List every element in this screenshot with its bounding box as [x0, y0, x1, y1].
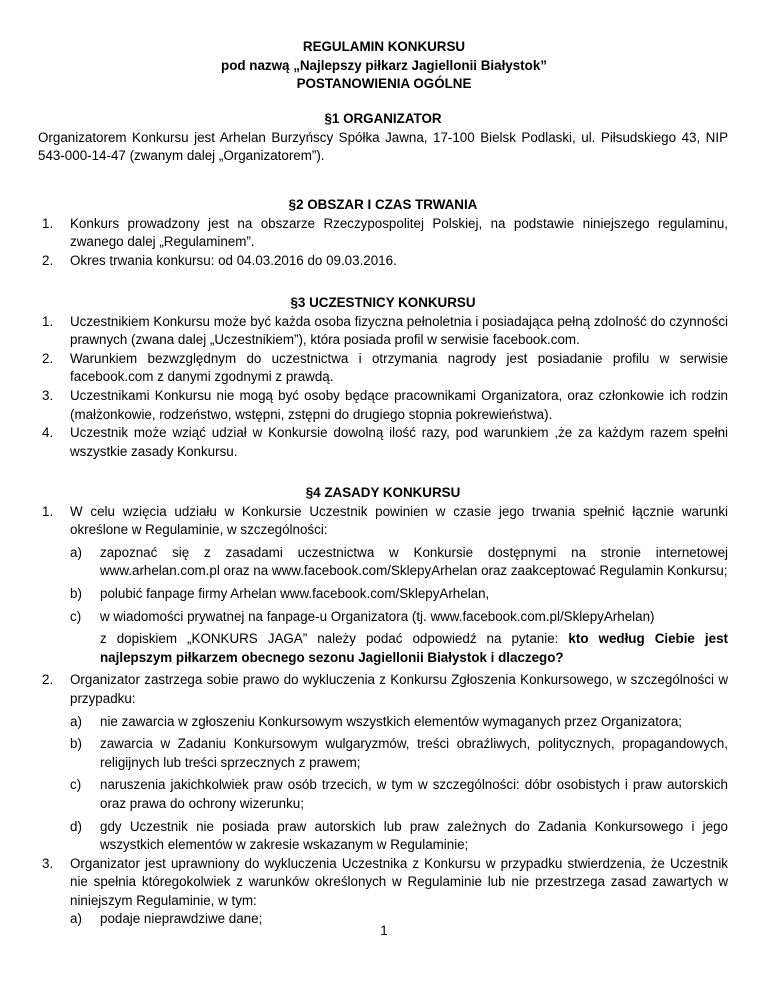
sub-item-text: w wiadomości prywatnej na fanpage-u Organizatora (tj. www.facebook.com.pl/SklepyArhelan)	[100, 608, 655, 624]
sub-item-text: naruszenia jakichkolwiek praw osób trzecich, w tym w szczególności: dóbr osobistych i praw autorskich oraz prawa do ochrony wizerunku;	[100, 777, 728, 811]
sub-item	[38, 608, 728, 627]
section-4	[38, 484, 728, 929]
item-text: Uczestnik może wziąć udział w Konkursie dowolną ilość razy, pod warunkiem ,że za każdym razem spełni wszystkie zasady Konkursu.	[70, 425, 728, 459]
document-subtitle: pod nazwą „Najlepszy piłkarz Jagiellonii Białystok”	[221, 57, 547, 73]
item-number: 3.	[42, 387, 54, 403]
page-number: 1	[380, 923, 388, 938]
contest-question: kto według Ciebie jest najlepszym piłkarzem obecnego sezonu Jagiellonii Białystok i dlaczego?	[100, 631, 728, 665]
sub-item-letter: c)	[70, 777, 82, 793]
item-text: Organizator zastrzega sobie prawo do wykluczenia z Konkursu Zgłoszenia Konkursowego, w szczególności w przypadku:	[70, 672, 728, 706]
section-3-title: §3 UCZESTNICY KONKURSU	[290, 295, 476, 310]
sub-item-text: nie zawarcia w zgłoszeniu Konkursowym wszystkich elementów wymaganych przez Organizatora;	[100, 713, 682, 729]
item-text: Organizator jest uprawniony do wykluczenia Uczestnika z Konkursu w przypadku stwierdzenia, że Uczestnik nie spełnia któregokolwiek z warunków określonych w Regulaminie lub nie przestrzega zasad zawartych w niniejszym Regulaminie, w tym:	[70, 855, 728, 908]
document-header	[0, 38, 768, 94]
section-1	[38, 110, 728, 166]
item-number: 4.	[42, 425, 54, 441]
item-number: 1.	[42, 503, 54, 519]
list-item	[38, 503, 728, 540]
sub-item-text: zapoznać się z zasadami uczestnictwa w Konkursie dostępnymi na stronie internetowej www.arhelan.com.pl oraz na www.facebook.com/SklepyArhelan oraz zaakceptować Regulamin Konkursu;	[100, 544, 728, 579]
item-number: 2.	[42, 350, 54, 366]
sub-item-letter: d)	[70, 818, 82, 834]
item-number: 2.	[42, 252, 54, 268]
sub-item-text: gdy Uczestnik nie posiada praw autorskich lub praw zależnych do Zadania Konkursowego i jego wszystkich elementów w zakresie wskazanym w Regulaminie;	[100, 818, 728, 853]
item-text: Okres trwania konkursu: od 04.03.2016 do 09.03.2016.	[70, 252, 397, 268]
question-paragraph	[38, 630, 728, 667]
sub-item-letter: a)	[70, 911, 82, 927]
sub-item-letter: a)	[70, 713, 82, 729]
sub-item	[38, 818, 728, 855]
question-prefix: z dopiskiem „KONKURS JAGA” należy podać odpowiedź na pytanie:	[100, 631, 569, 647]
section-general-provisions: POSTANOWIENIA OGÓLNE	[296, 76, 472, 92]
list-item	[38, 387, 728, 424]
list-item	[38, 313, 728, 350]
list-item	[38, 252, 728, 271]
section-2	[38, 196, 728, 270]
item-number: 1.	[42, 313, 54, 329]
sub-item	[38, 713, 728, 732]
sub-item-text: zawarcia w Zadaniu Konkursowym wulgaryzmów, treści obraźliwych, politycznych, propagandowych, religijnych lub treści sprzecznych z prawem;	[100, 736, 728, 770]
list-item	[38, 424, 728, 461]
section-3	[38, 294, 728, 461]
section-1-text: Organizatorem Konkursu jest Arhelan Burzyńscy Spółka Jawna, 17-100 Bielsk Podlaski, ul. Piłsudskiego 43, NIP 543-000-14-47 (zwanym dalej „Organizatorem”).	[38, 129, 728, 164]
item-number: 1.	[42, 215, 54, 231]
sub-item-text: podaje nieprawdziwe dane;	[100, 911, 263, 927]
list-item	[38, 215, 728, 252]
sub-item	[38, 776, 728, 813]
sub-item	[38, 735, 728, 772]
section-2-title: §2 OBSZAR I CZAS TRWANIA	[288, 197, 478, 212]
section-1-title: §1 ORGANIZATOR	[324, 111, 442, 126]
sub-item	[38, 544, 728, 581]
sub-item-text: polubić fanpage firmy Arhelan www.facebook.com/SklepyArhelan,	[100, 585, 490, 601]
item-number: 2.	[42, 672, 54, 688]
list-item	[38, 350, 728, 387]
sub-item-letter: c)	[70, 608, 82, 624]
sub-item-letter: a)	[70, 544, 82, 560]
item-text: Konkurs prowadzony jest na obszarze Rzeczypospolitej Polskiej, na podstawie niniejszego regulaminu, zwanego dalej „Regulaminem”.	[70, 215, 728, 250]
document-title: REGULAMIN KONKURSU	[302, 39, 466, 54]
item-number: 3.	[42, 855, 54, 871]
section-4-title: §4 ZASADY KONKURSU	[305, 485, 461, 500]
item-text: Uczestnikami Konkursu nie mogą być osoby będące pracownikami Organizatora, oraz członkowie ich rodzin (małżonkowie, rodzeństwo, wstępni, zstępni do drugiego stopnia pokrewieństwa).	[70, 387, 728, 422]
sub-item-letter: b)	[70, 585, 82, 601]
list-item	[38, 671, 728, 708]
item-text: Uczestnikiem Konkursu może być każda osoba fizyczna pełnoletnia i posiadająca pełną zdolność do czynności prawnych (zwana dalej „Uczestnikiem”), która posiada profil w serwisie facebook.com.	[70, 313, 728, 348]
item-text: Warunkiem bezwzględnym do uczestnictwa i otrzymania nagrody jest posiadanie profilu w serwisie facebook.com z danymi zgodnymi z prawdą.	[70, 350, 728, 385]
sub-item-letter: b)	[70, 736, 82, 752]
sub-item	[38, 585, 728, 604]
list-item	[38, 855, 728, 911]
item-text: W celu wzięcia udziału w Konkursie Uczestnik powinien w czasie jego trwania spełnić łącznie warunki określone w Regulaminie, w szczególności:	[70, 503, 728, 538]
